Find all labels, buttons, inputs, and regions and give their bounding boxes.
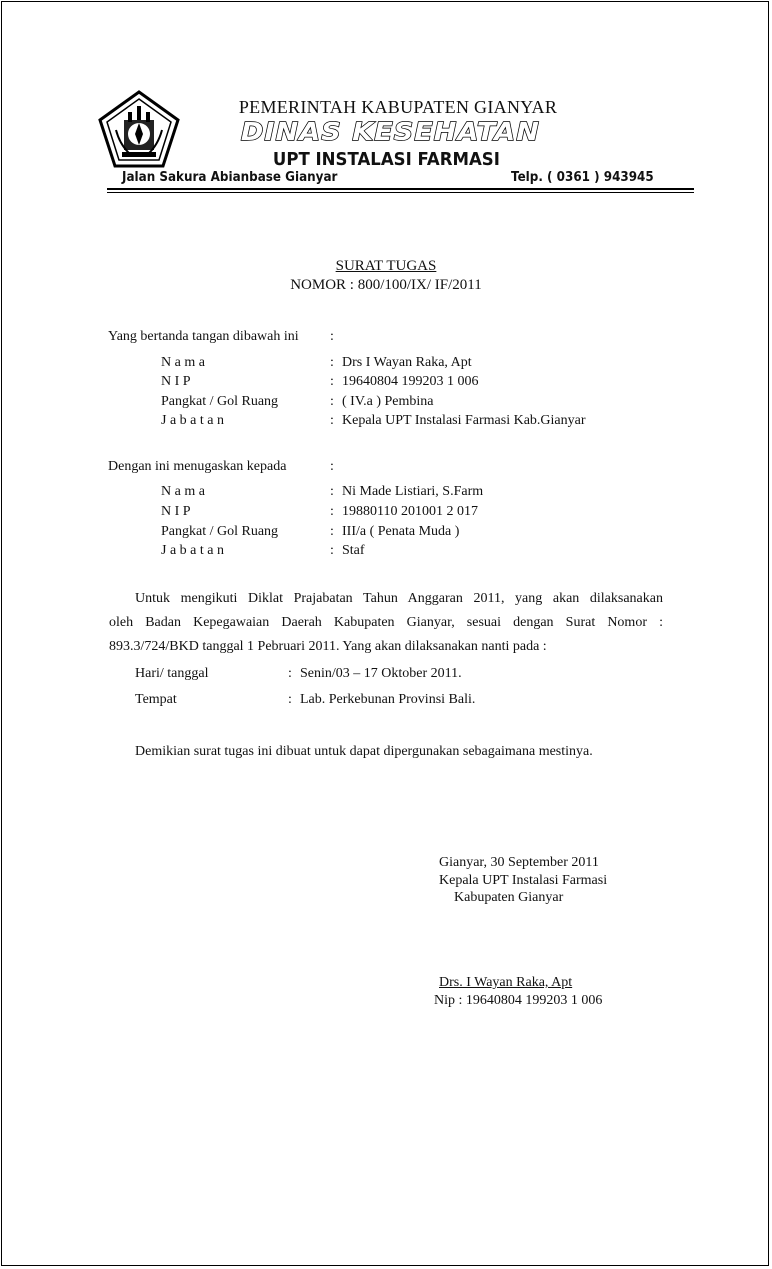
letterhead-rule-thick bbox=[107, 188, 694, 190]
colon: : bbox=[330, 374, 334, 389]
signature-name: Drs. I Wayan Raka, Apt bbox=[439, 975, 573, 990]
department-heading: DINAS KESEHATAN bbox=[240, 117, 540, 146]
colon: : bbox=[330, 413, 334, 428]
signature-place-date: Gianyar, 30 September 2011 bbox=[439, 855, 599, 870]
assignee-position-label: J a b a t a n bbox=[161, 543, 224, 558]
assignee-intro: Dengan ini menugaskan kepada bbox=[108, 459, 287, 474]
signature-region: Kabupaten Gianyar bbox=[454, 890, 564, 905]
office-phone: Telp. ( 0361 ) 943945 bbox=[511, 170, 654, 185]
assignee-name-value: Ni Made Listiari, S.Farm bbox=[342, 484, 484, 499]
signer-position-label: J a b a t a n bbox=[161, 413, 224, 428]
paragraph-line: 893.3/724/BKD tanggal 1 Pebruari 2011. Yang akan dilaksanakan nanti pada : bbox=[109, 639, 547, 654]
paragraph-line: oleh Badan Kepegawaian Daerah Kabupaten Gianyar, sesuai dengan Surat Nomor : bbox=[109, 615, 663, 630]
government-heading: PEMERINTAH KABUPATEN GIANYAR bbox=[238, 97, 558, 117]
colon: : bbox=[288, 666, 292, 681]
signer-rank-label: Pangkat / Gol Ruang bbox=[161, 394, 279, 409]
closing-sentence: Demikian surat tugas ini dibuat untuk dapat dipergunakan sebagaimana mestinya. bbox=[135, 744, 593, 759]
letter-title: SURAT TUGAS bbox=[335, 258, 437, 274]
colon: : bbox=[288, 692, 292, 707]
signature-nip: Nip : 19640804 199203 1 006 bbox=[434, 993, 603, 1008]
colon: : bbox=[330, 484, 334, 499]
signer-nip-value: 19640804 199203 1 006 bbox=[342, 374, 479, 389]
office-address: Jalan Sakura Abianbase Gianyar bbox=[122, 170, 338, 185]
colon: : bbox=[330, 543, 334, 558]
colon: : bbox=[330, 504, 334, 519]
schedule-date-value: Senin/03 – 17 Oktober 2011. bbox=[300, 666, 462, 681]
assignee-rank-label: Pangkat / Gol Ruang bbox=[161, 524, 279, 539]
schedule-date-label: Hari/ tanggal bbox=[135, 666, 209, 681]
letterhead-rule-thin bbox=[107, 192, 694, 193]
signer-position-value: Kepala UPT Instalasi Farmasi Kab.Gianyar bbox=[342, 413, 586, 428]
assignee-name-label: N a m a bbox=[161, 484, 205, 499]
assignee-nip-value: 19880110 201001 2 017 bbox=[342, 504, 478, 519]
colon: : bbox=[330, 524, 334, 539]
signer-name-value: Drs I Wayan Raka, Apt bbox=[342, 355, 472, 370]
signer-name-label: N a m a bbox=[161, 355, 205, 370]
signer-intro-colon: : bbox=[330, 329, 334, 344]
paragraph-line: Untuk mengikuti Diklat Prajabatan Tahun Anggaran 2011, yang akan dilaksanakan bbox=[135, 591, 663, 606]
colon: : bbox=[330, 355, 334, 370]
signer-nip-label: N I P bbox=[161, 374, 191, 389]
assignee-nip-label: N I P bbox=[161, 504, 191, 519]
signer-rank-value: ( IV.a ) Pembina bbox=[342, 394, 434, 409]
assignment-paragraph bbox=[109, 587, 663, 659]
assignee-rank-value: III/a ( Penata Muda ) bbox=[342, 524, 460, 539]
signer-intro: Yang bertanda tangan dibawah ini bbox=[108, 329, 299, 344]
schedule-place-value: Lab. Perkebunan Provinsi Bali. bbox=[300, 692, 476, 707]
assignee-position-value: Staf bbox=[342, 543, 365, 558]
unit-heading: UPT INSTALASI FARMASI bbox=[272, 149, 500, 170]
colon: : bbox=[330, 394, 334, 409]
signature-position: Kepala UPT Instalasi Farmasi bbox=[439, 873, 608, 888]
letter-number: NOMOR : 800/100/IX/ IF/2011 bbox=[290, 277, 482, 293]
assignee-intro-colon: : bbox=[330, 459, 334, 474]
schedule-place-label: Tempat bbox=[135, 692, 177, 707]
